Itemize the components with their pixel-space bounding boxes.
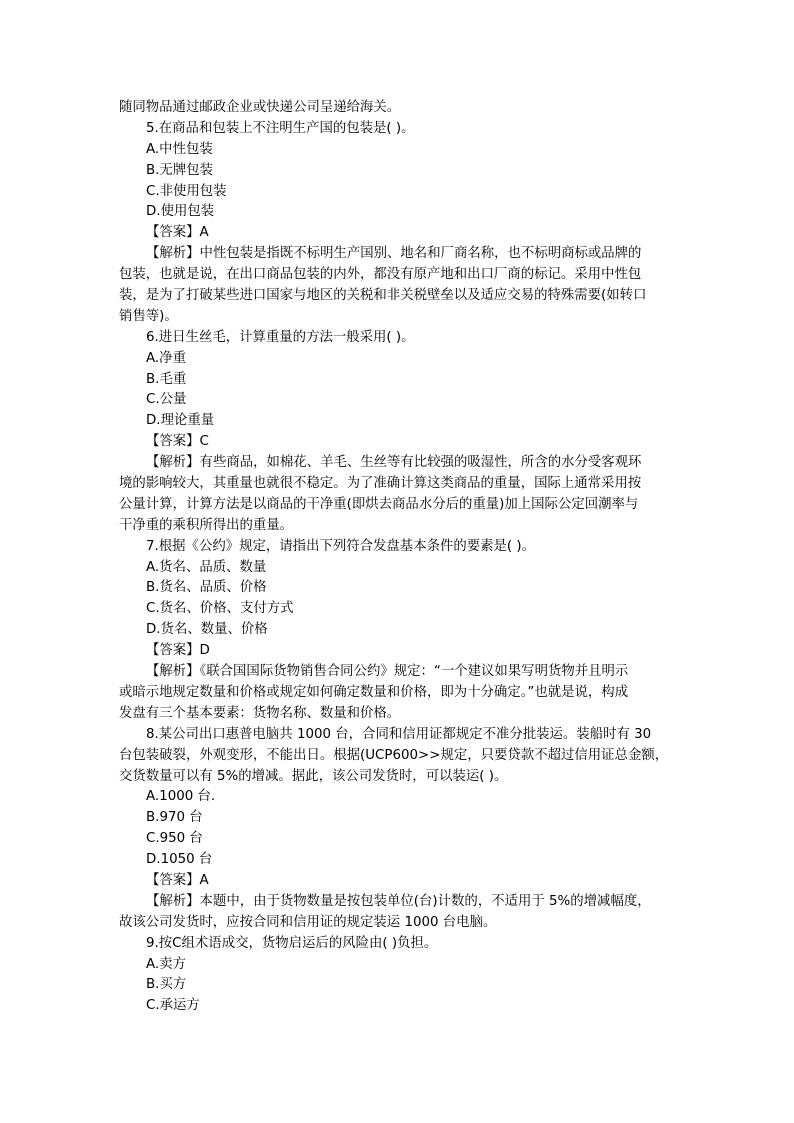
document-body	[119, 98, 679, 1017]
question-line: 7.根据《公约》规定，请指出下列符合发盘基本条件的要素是( )。	[146, 538, 536, 554]
indented-line: 【答案】C	[146, 434, 209, 450]
text-line: 销售等)。	[119, 308, 178, 324]
indented-line: 【答案】A	[146, 872, 209, 888]
question-line: 5.在商品和包装上不注明生产国的包装是( )。	[146, 120, 415, 136]
indented-line: C.非使用包装	[146, 183, 227, 199]
indented-line: 【解析】有些商品，如棉花、羊毛、生丝等有比较强的吸湿性，所含的水分受客观环	[146, 455, 642, 471]
text-line: 包装，也就是说，在出口商品包装的内外，都没有原产地和出口厂商的标记。采用中性包	[119, 267, 642, 283]
text-line: 交货数量可以有 5%的增减。据此，该公司发货时，可以装运( )。	[119, 768, 508, 784]
question-line: 6.进日生丝毛，计算重量的方法一般采用( )。	[146, 329, 415, 345]
indented-line: C.公量	[146, 392, 187, 408]
indented-line: D.货名、数量、价格	[146, 622, 268, 638]
indented-line: A.1000 台.	[146, 789, 216, 805]
indented-line: C.货名、价格、支付方式	[146, 601, 294, 617]
indented-line: C.承运方	[146, 998, 200, 1014]
indented-line: D.使用包装	[146, 204, 215, 220]
text-line: 干净重的乘积所得出的重量。	[119, 517, 294, 533]
indented-line: 【解析】本题中，由于货物数量是按包装单位(台)计数的，不适用于 5%的增减幅度，	[146, 893, 651, 909]
indented-line: B.买方	[146, 977, 187, 993]
indented-line: B.货名、品质、价格	[146, 580, 267, 596]
indented-line: 【解析】《联合国国际货物销售合同公约》规定：“一个建议如果写明货物并且明示	[146, 664, 629, 680]
text-line: 随同物品通过邮政企业或快递公司呈递给海关。	[119, 100, 401, 115]
indented-line: C.950 台	[146, 831, 203, 847]
indented-line: B.毛重	[146, 371, 187, 387]
text-line: 装，是为了打破某些进口国家与地区的关税和非关税壁垒以及适应交易的特殊需要(如转口	[119, 288, 647, 304]
indented-line: A.中性包装	[146, 141, 213, 157]
text-line: 发盘有三个基本要素：货物名称、数量和价格。	[119, 705, 401, 721]
question-line: 8.某公司出口惠普电脑共 1000 台，合同和信用证都规定不准分批装运。装船时有 30	[146, 726, 652, 742]
text-line: 或暗示地规定数量和价格或规定如何确定数量和价格，即为十分确定。”也就是说，构成	[119, 684, 629, 700]
question-line: 9.按C组术语成交，货物启运后的风险由( )负担。	[146, 935, 438, 951]
indented-line: A.卖方	[146, 956, 186, 972]
indented-line: A.货名、品质、数量	[146, 559, 267, 575]
text-line: 公量计算，计算方法是以商品的干净重(即烘去商品水分后的重量)加上国际公定回潮率与	[119, 496, 639, 512]
indented-line: B.970 台	[146, 810, 203, 826]
indented-line: B.无牌包装	[146, 162, 214, 178]
indented-line: D.1050 台	[146, 852, 213, 868]
text-line: 故该公司发货时，应按合同和信用证的规定装运 1000 台电脑。	[119, 914, 497, 930]
indented-line: 【答案】A	[146, 225, 209, 241]
indented-line: 【解析】中性包装是指既不标明生产国别、地名和厂商名称，也不标明商标或品牌的	[146, 246, 642, 262]
indented-line: A.净重	[146, 350, 186, 366]
text-line: 境的影响较大，其重量也就很不稳定。为了准确计算这类商品的重量，国际上通常采用按	[119, 476, 642, 492]
text-line: 台包装破裂，外观变形，不能出日。根据(UCP600>>规定，只要贷款不超过信用证总金额，	[119, 747, 669, 763]
indented-line: 【答案】D	[146, 643, 210, 659]
indented-line: D.理论重量	[146, 413, 215, 429]
